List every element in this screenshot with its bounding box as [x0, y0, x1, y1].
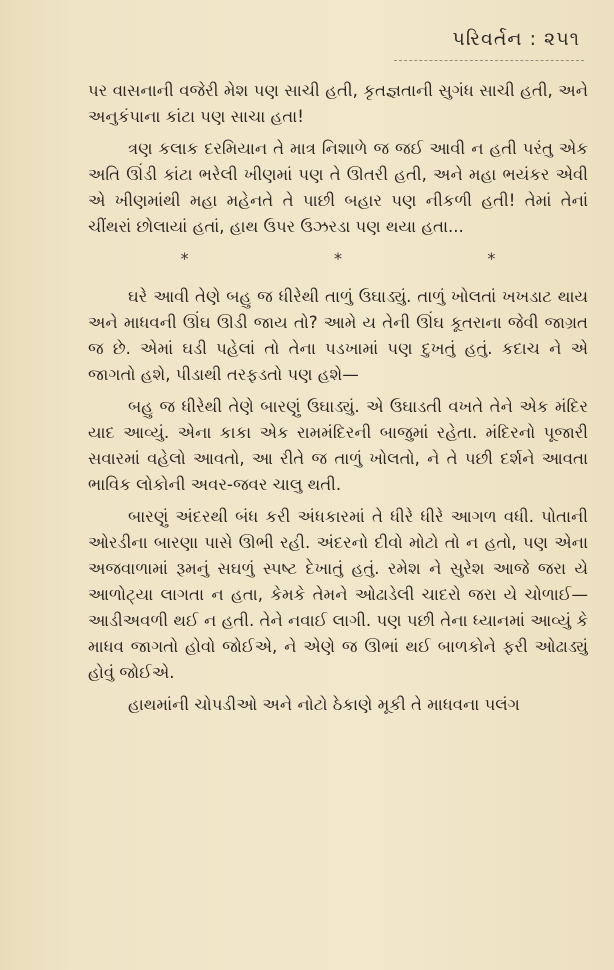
body-text	[88, 78, 588, 724]
header-rule	[394, 60, 584, 61]
paragraph-6: હાથમાંની ચોપડીઓ અને નોટો ઠેકાણે મૂકી તે માધવના પલંગ	[128, 695, 520, 714]
running-header: પરિવર્તન : ૨૫૧	[452, 28, 580, 50]
scene-break-star: *	[180, 249, 189, 268]
scene-break	[108, 246, 568, 272]
scene-break-star: *	[487, 249, 496, 268]
paragraph-3: ઘરે આવી તેણે બહુ જ ધીરેથી તાળું ઉઘાડ્યું. તાળું ખોલતાં ખખડાટ થાય અને માધવની ઊંઘ ઊડી જાય તો? આમે ય તેની ઊંઘ કૂતરાના જેવી જાગ્રત જ છે. એમાં ઘડી પહેલાં તો તેના પડખામાં પણ દુખતું હતું. કદાચ ને એ જાગતો હશે, પીડાથી તરફડતો પણ હશે—	[88, 287, 588, 384]
paragraph-2: ત્રણ કલાક દરમિયાન તે માત્ર નિશાળે જ જઈ આવી ન હતી પરંતુ એક અતિ ઊંડી કાંટા ભરેલી ખીણમાં પણ તે ઊતરી હતી, અને મહા ભયંકર એવી એ ખીણમાંથી મહા મહેનતે તે પાછી બહાર પણ નીકળી હતી! તેમાં તેનાં ચીંથરાં છોલાયાં હતાં, હાથ ઉપર ઉઝરડા પણ થયા હતા...	[88, 139, 588, 236]
paragraph-4: બહુ જ ધીરેથી તેણે બારણું ઉઘાડ્યું. એ ઉઘાડતી વખતે તેને એક મંદિર યાદ આવ્યું. એના કાકા એક રામમંદિરની બાજુમાં રહેતા. મંદિરનો પૂજારી સવારમાં વહેલો આવતો, આ રીતે જ તાળું ખોલતો, ને તે પછી દર્શને આવતા ભાવિક લોકોની અવર-જવર ચાલુ થતી.	[88, 397, 588, 494]
paragraph-1: પર વાસનાની વજેરી મેશ પણ સાચી હતી, કૃતજ્ઞતાની સુગંધ સાચી હતી, અને અનુકંપાના કાંટા પણ સાચા હતા!	[88, 81, 588, 126]
scene-break-star: *	[333, 249, 342, 268]
paragraph-5: બારણું અંદરથી બંધ કરી અંધકારમાં તે ધીરે ધીરે આગળ વધી. પોતાની ઓરડીના બારણા પાસે ઊભી રહી. અંદરનો દીવો મોટો તો ન હતો, પણ એના અજવાળામાં રૂમનું સઘળું સ્પષ્ટ દેખાતું હતું. રમેશ ને સુરેશ આજે જરા યે આળોટ્યા લાગતા ન હતા, કેમકે તેમને ઓઢાડેલી ચાદરો જરા યે ચોળાઈ—આડીઅવળી થઈ ન હતી. તેને નવાઈ લાગી. પણ પછી તેના ધ્યાનમાં આવ્યું કે માધવ જાગતો હોવો જોઈએ, ને એણે જ ઊભાં થઈ બાળકોને ફરી ઓઢાડ્યું હોવું જોઈએ.	[88, 507, 588, 682]
